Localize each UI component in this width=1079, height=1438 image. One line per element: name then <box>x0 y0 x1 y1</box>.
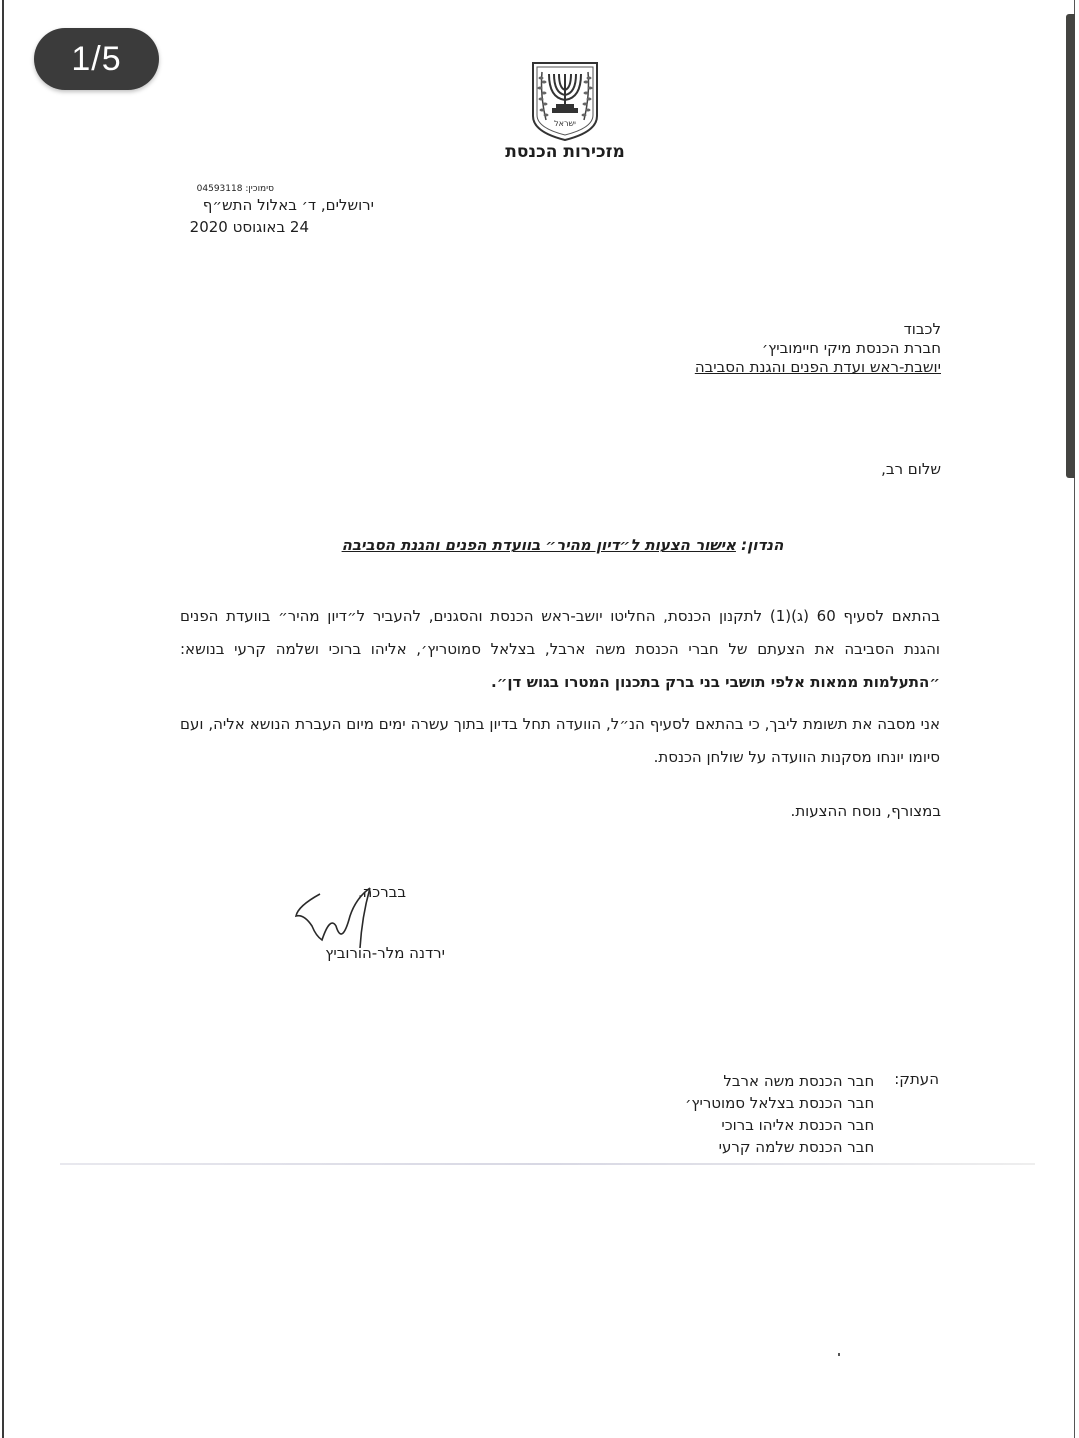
cc-label: העתק: <box>894 1070 939 1088</box>
cc-block <box>685 1070 939 1158</box>
subject-line <box>320 536 805 554</box>
cc-recipient: חבר הכנסת אליהו ברוכי <box>721 1116 875 1134</box>
cc-recipient: חבר הכנסת שלמה קרעי <box>718 1138 875 1156</box>
date-hebrew: ירושלים, ד׳ באלול התש״ף <box>202 196 374 214</box>
page-indicator-badge <box>34 28 159 90</box>
subject-label: הנדון: <box>741 536 784 554</box>
attachment-note: במצורף, נוסח ההצעות. <box>790 802 941 820</box>
greeting: שלום רב, <box>881 460 941 478</box>
state-emblem-menorah-icon <box>530 60 600 142</box>
page-border-left <box>2 0 4 1438</box>
scrollbar-thumb[interactable] <box>1066 14 1075 478</box>
page-indicator-text: 1/5 <box>71 39 122 78</box>
date-gregorian: 24 באוגוסט 2020 <box>189 218 309 236</box>
addressee-salutation: לכבוד <box>903 320 941 338</box>
paragraph-1-topic: ״התעלמות ממאות אלפי תושבי בני ברק בתכנון המטרו בגוש דן״. <box>491 673 940 691</box>
cc-recipient: חבר הכנסת בצלאל סמוטריץ׳ <box>685 1094 875 1112</box>
subject-text: אישור הצעות ל״דיון מהיר״ בוועדת הפנים והגנת הסביבה <box>341 536 736 554</box>
addressee-title: יושבת-ראש ועדת הפנים והגנת הסביבה <box>694 358 941 376</box>
reference-number: סימוכין: 04593118 <box>196 184 274 194</box>
paragraph-1-lead: בהתאם לסעיף 60 (ג)(1) לתקנון הכנסת, החליטו יושב-ראש הכנסת והסגנים, להעביר ל״דיון מהיר״ בוועדת הפנים והגנת הסביבה את הצעתם של חברי הכנסת משה ארבל, בצלאל סמוטריץ׳, אליהו ברוכי ושלמה קרעי בנושא: <box>180 607 941 658</box>
closing: בברכה, <box>357 883 406 901</box>
signer-name: ירדנה מלר-הורוביץ <box>325 944 445 962</box>
organization-name: מזכירות הכנסת <box>505 142 625 162</box>
addressee-name: חברת הכנסת מיקי חיימוביץ׳ <box>761 339 941 357</box>
cc-list <box>685 1070 874 1158</box>
body-paragraph-1 <box>180 600 940 699</box>
scan-artifact-line <box>60 1163 1035 1165</box>
scan-speck <box>838 1353 840 1356</box>
emblem-inscription: ישראל <box>554 119 576 128</box>
body-paragraph-2: אני מסבה את תשומת ליבך, כי בהתאם לסעיף הנ״ל, הוועדה תחל בדיון בתוך עשרה ימים מיום העברת הנושא אליה, ועם סיומו יונחו מסקנות הוועדה על שולחן הכנסת. <box>180 715 940 766</box>
cc-recipient: חבר הכנסת משה ארבל <box>723 1072 875 1090</box>
addressee-block <box>695 320 941 377</box>
handwritten-signature-icon <box>290 886 420 948</box>
